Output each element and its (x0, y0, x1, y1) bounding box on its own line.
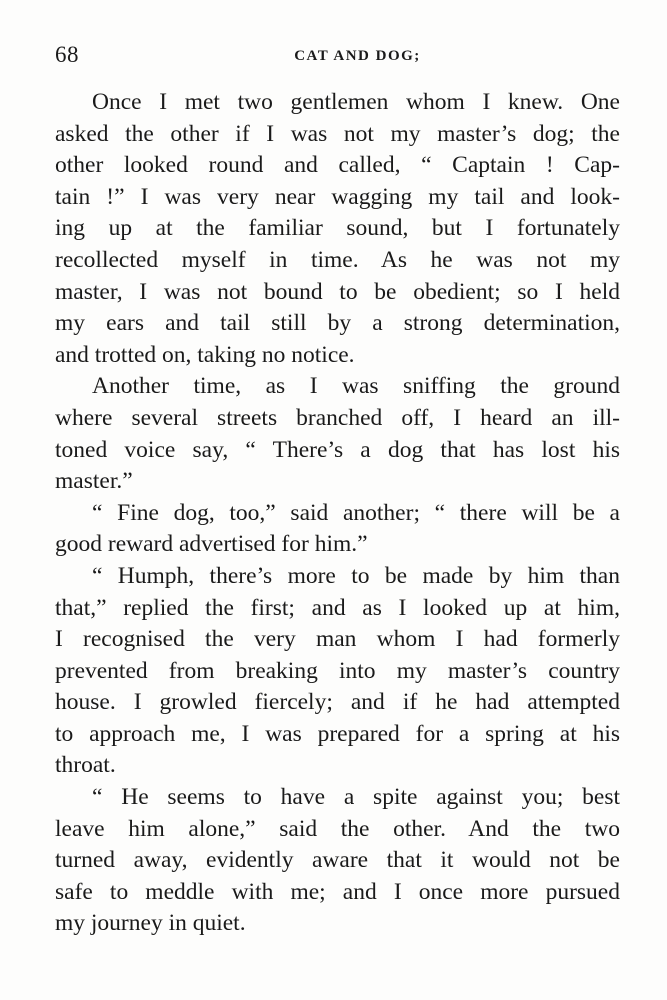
text-line: that,” replied the first; and as I looked up at him, (55, 594, 620, 621)
text-line: my journey in quiet. (55, 910, 246, 937)
text-line: safe to meddle with me; and I once more pursued (55, 878, 620, 905)
text-line: throat. (55, 752, 116, 779)
text-line: “ Fine dog, too,” said another; “ there will be a (92, 499, 620, 526)
text-line: “ Humph, there’s more to be made by him than (92, 562, 620, 589)
text-line: turned away, evidently aware that it would not be (55, 847, 620, 874)
text-line: toned voice say, “ There’s a dog that has lost his (55, 436, 620, 463)
text-line: asked the other if I was not my master’s dog; the (55, 120, 620, 147)
paragraph-2 (55, 371, 620, 497)
paragraph-5 (55, 782, 620, 940)
text-line: “ He seems to have a spite against you; best (92, 784, 620, 811)
text-line: my ears and tail still by a strong determination, (55, 310, 620, 337)
text-line: leave him alone,” said the other. And the two (55, 815, 620, 842)
body-text (55, 87, 620, 940)
text-line: where several streets branched off, I heard an ill- (55, 404, 620, 431)
running-head: CAT AND DOG; (294, 48, 421, 64)
text-line: tain !” I was very near wagging my tail and look- (55, 183, 620, 210)
text-line: to approach me, I was prepared for a spring at his (55, 720, 620, 747)
text-line: other looked round and called, “ Captain ! Cap- (55, 152, 620, 179)
text-line: and trotted on, taking no notice. (55, 341, 355, 368)
paragraph-1 (55, 87, 620, 371)
page-number: 68 (55, 42, 79, 67)
text-line: good reward advertised for him.” (55, 531, 368, 558)
text-line: Once I met two gentlemen whom I knew. One (92, 89, 620, 115)
text-line: master.” (55, 468, 133, 495)
paragraph-4 (55, 561, 620, 782)
page-header (55, 42, 620, 72)
text-line: master, I was not bound to be obedient; so I held (55, 278, 620, 305)
text-line: ing up at the familiar sound, but I fortunately (55, 215, 620, 242)
text-line: prevented from breaking into my master’s country (55, 657, 620, 684)
text-line: recollected myself in time. As he was not my (55, 246, 620, 273)
text-line: Another time, as I was sniffing the ground (92, 373, 620, 400)
text-line: I recognised the very man whom I had formerly (55, 626, 620, 653)
paragraph-3 (55, 498, 620, 561)
text-line: house. I growled fiercely; and if he had attempted (55, 689, 620, 716)
